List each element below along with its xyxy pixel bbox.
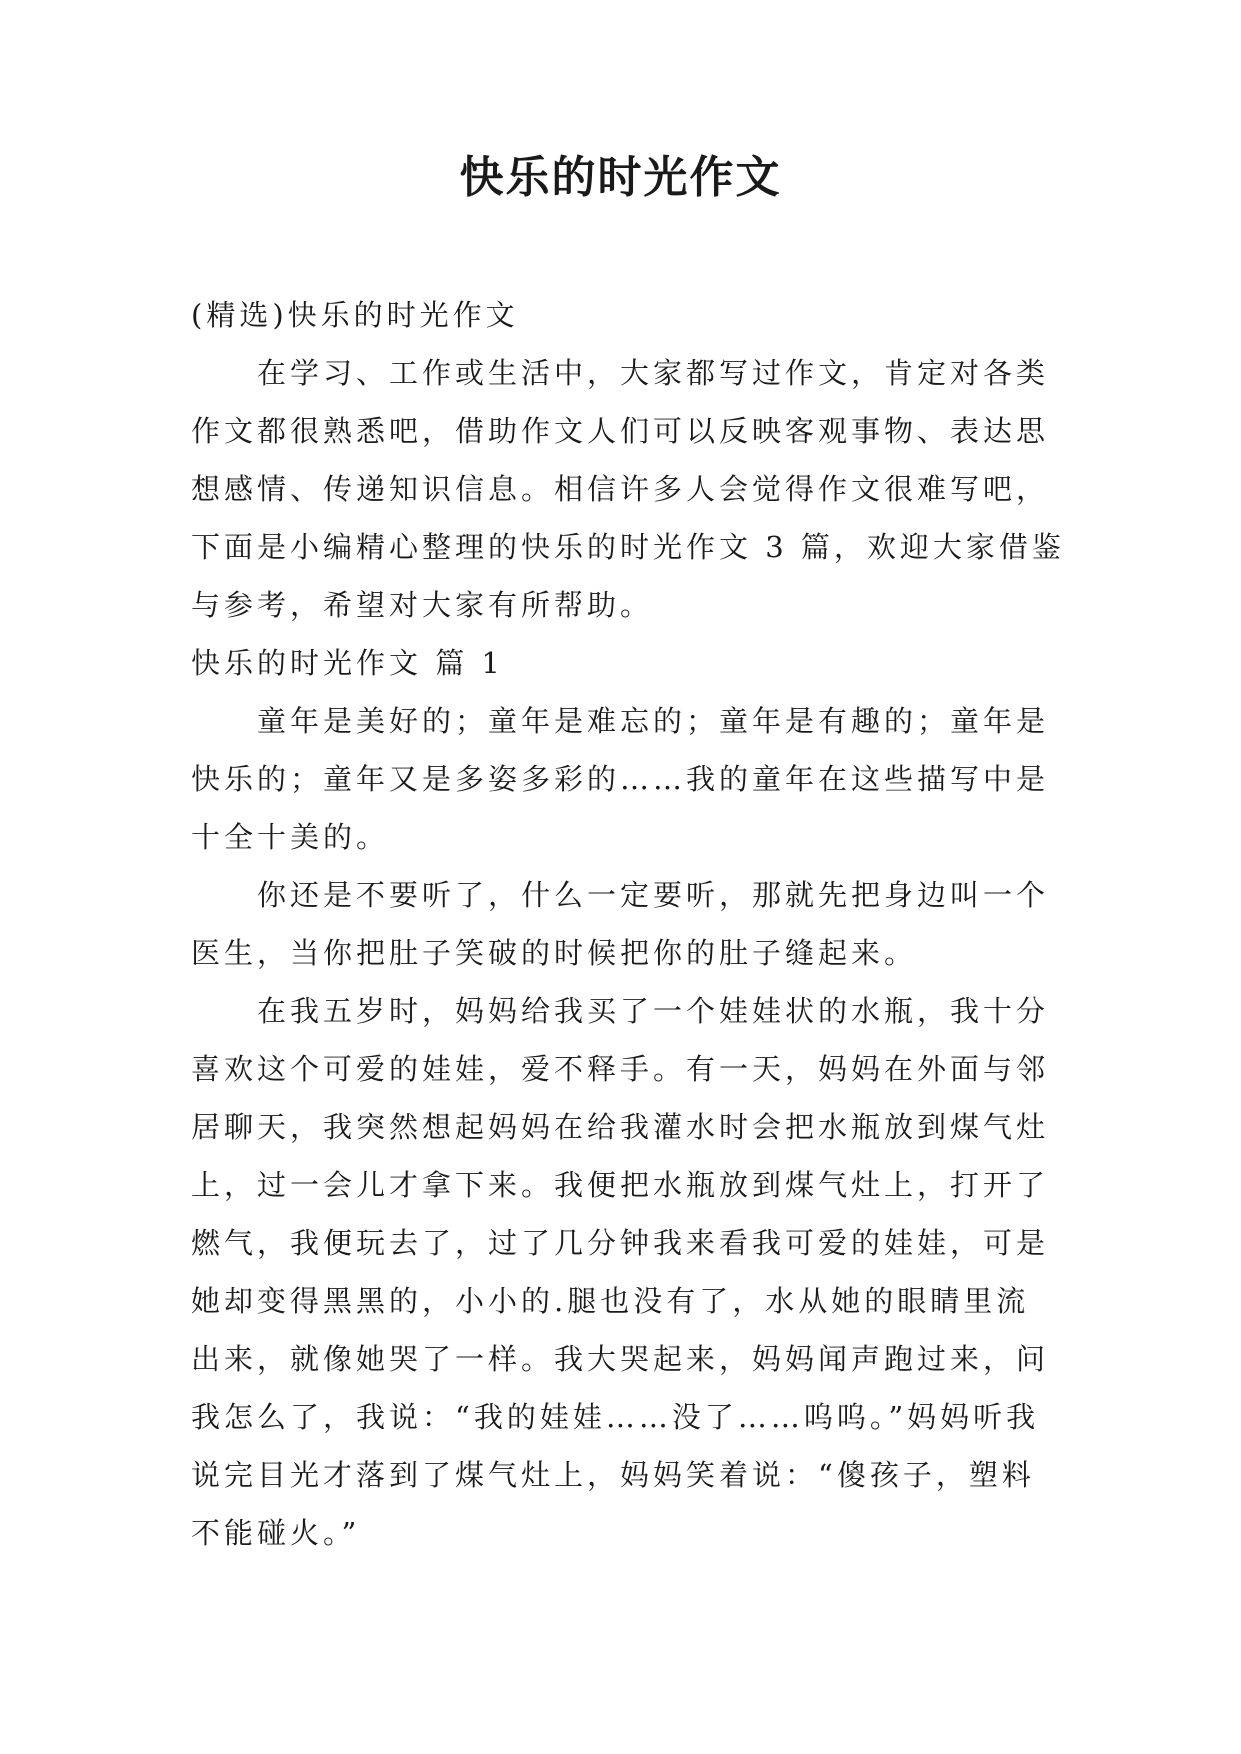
text-line: 想感情、传递知识信息。相信许多人会觉得作文很难写吧， xyxy=(191,472,1050,506)
document-title: 快乐的时光作文 xyxy=(459,152,782,203)
text-line: 作文都很熟悉吧，借助作文人们可以反映客观事物、表达思 xyxy=(191,414,1050,448)
text-line: 你还是不要听了，什么一定要听，那就先把身边叫一个 xyxy=(257,878,1050,912)
text-line: 上，过一会儿才拿下来。我便把水瓶放到煤气灶上，打开了 xyxy=(191,1168,1050,1202)
text-line: 快乐的时光作文 篇 1 xyxy=(191,646,504,680)
text-line: 她却变得黑黑的，小小的.腿也没有了，水从她的眼睛里流 xyxy=(191,1284,1030,1318)
text-line: 医生，当你把肚子笑破的时候把你的肚子缝起来。 xyxy=(191,936,918,970)
text-line: 在学习、工作或生活中，大家都写过作文，肯定对各类 xyxy=(257,356,1050,390)
text-line: 燃气，我便玩去了，过了几分钟我来看我可爱的娃娃，可是 xyxy=(191,1226,1050,1260)
text-line: 下面是小编精心整理的快乐的时光作文 3 篇，欢迎大家借鉴 xyxy=(191,530,1065,564)
text-line: 说完目光才落到了煤气灶上，妈妈笑着说：“傻孩子，塑料 xyxy=(191,1458,1035,1492)
text-line: 童年是美好的；童年是难忘的；童年是有趣的；童年是 xyxy=(257,704,1050,738)
text-line: 喜欢这个可爱的娃娃，爱不释手。有一天，妈妈在外面与邻 xyxy=(191,1052,1050,1086)
text-line: 我怎么了，我说：“我的娃娃……没了……呜呜。”妈妈听我 xyxy=(191,1400,1040,1434)
text-line: 居聊天，我突然想起妈妈在给我灌水时会把水瓶放到煤气灶 xyxy=(191,1110,1050,1144)
text-line: 不能碰火。” xyxy=(191,1516,361,1550)
document-body xyxy=(191,286,1071,1562)
text-line: (精选)快乐的时光作文 xyxy=(191,298,519,332)
text-line: 十全十美的。 xyxy=(191,820,390,854)
text-line: 在我五岁时，妈妈给我买了一个娃娃状的水瓶，我十分 xyxy=(257,994,1050,1028)
text-line: 快乐的；童年又是多姿多彩的……我的童年在这些描写中是 xyxy=(191,762,1050,796)
text-line: 与参考，希望对大家有所帮助。 xyxy=(191,588,654,622)
text-line: 出来，就像她哭了一样。我大哭起来，妈妈闻声跑过来，问 xyxy=(191,1342,1050,1376)
